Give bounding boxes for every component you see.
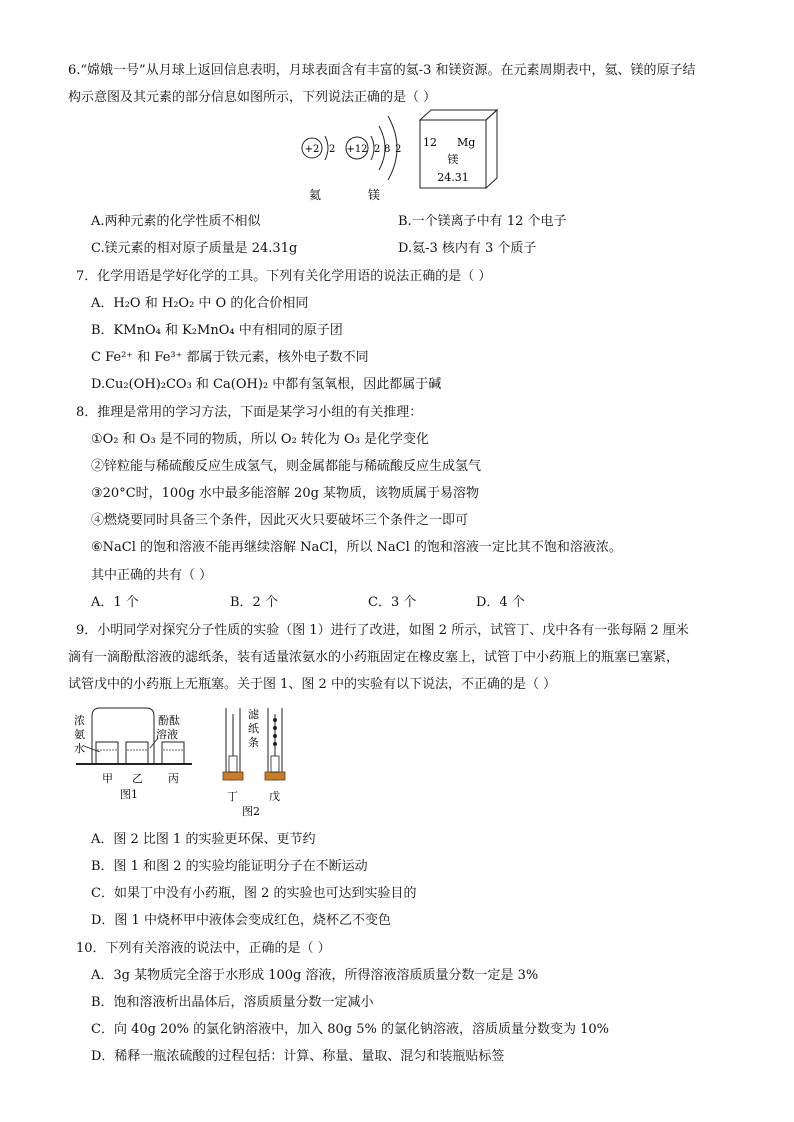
phenol-label-2: 溶液	[156, 728, 178, 741]
cell-mass: 24.31	[437, 171, 469, 184]
mg-shell-2: 8	[384, 144, 391, 155]
q9-apparatus-figure	[70, 702, 310, 820]
q6-option-d: D.氦-3 核内有 3 个质子	[398, 241, 537, 256]
q9-stem-line1: 9．小明同学对探究分子性质的实验（图 1）进行了改进，如图 2 所示，试管丁、戊中各有一张每隔 2 厘米	[76, 623, 689, 638]
phenol-drop-2	[273, 726, 277, 730]
q7-option-d: D.Cu₂(OH)₂CO₃ 和 Ca(OH)₂ 中都有氢氧根，因此都属于碱	[91, 377, 442, 392]
q6-option-a: A.两种元素的化学性质不相似	[91, 214, 261, 229]
tube-wu-vial	[271, 756, 279, 772]
q8-statement-2: ②锌粒能与稀硫酸反应生成氢气，则金属都能与稀硫酸反应生成氢气	[91, 459, 482, 474]
tube-ding-label: 丁	[227, 790, 238, 803]
ammonia-label-3: 水	[74, 742, 85, 755]
mg-label: 镁	[367, 188, 381, 202]
q8-statement-5: ⑥NaCl 的饱和溶液不能再继续溶解 NaCl，所以 NaCl 的饱和溶液一定比其不饱和溶液浓。	[91, 540, 622, 555]
q9-option-a: A．图 2 比图 1 的实验更环保、更节约	[91, 832, 316, 847]
cell-name: 镁	[447, 153, 459, 166]
beaker-bing-label: 丙	[168, 772, 179, 785]
q9-option-d: D．图 1 中烧杯甲中液体会变成红色，烧杯乙不变色	[91, 913, 391, 928]
ammonia-label-1: 浓	[74, 714, 85, 727]
q10-stem: 10．下列有关溶液的说法中，正确的是（ ）	[76, 941, 331, 956]
beaker-jia-label: 甲	[102, 772, 113, 785]
tube-ding-vial	[229, 756, 237, 772]
beaker-yi	[126, 742, 148, 764]
he-label: 氦	[308, 188, 322, 202]
q8-stem: 8．推理是常用的学习方法，下面是某学习小组的有关推理：	[76, 405, 423, 420]
cell-atomic-number: 12	[423, 136, 437, 149]
mg-nucleus-charge: +12	[346, 144, 368, 155]
cell-top-face	[420, 110, 497, 120]
ammonia-label-2: 氨	[74, 728, 85, 741]
paper-label-3: 条	[248, 736, 259, 749]
phenol-drop-3	[273, 734, 277, 738]
he-nucleus-charge: +2	[304, 144, 320, 155]
tube-wu-stopper	[265, 772, 285, 780]
mg-shell-3: 2	[395, 144, 402, 155]
cell-side-face	[486, 110, 497, 188]
beaker-yi-label: 乙	[132, 772, 143, 785]
mg-shell-1: 2	[374, 144, 381, 155]
he-shell-arc	[325, 136, 328, 160]
q8-statement-3: ③20°C时，100g 水中最多能溶解 20g 某物质，该物质属于易溶物	[91, 486, 480, 501]
q8-statement-4: ④燃烧要同时具备三个条件，因此灭火只要破坏三个条件之一即可	[91, 513, 469, 528]
q7-option-a: A．H₂O 和 H₂O₂ 中 O 的化合价相同	[91, 296, 309, 311]
q10-option-a: A．3g 某物质完全溶于水形成 100g 溶液，所得溶液溶质质量分数一定是 3%	[91, 968, 539, 983]
fig2-caption: 图2	[242, 805, 260, 818]
tube-ding-stopper	[223, 772, 243, 780]
phenol-drop-1	[273, 718, 277, 722]
phenol-label-1: 酚酞	[158, 714, 180, 727]
q6-option-b: B.一个镁离子中有 12 个电子	[398, 214, 567, 229]
paper-label-1: 滤	[248, 708, 259, 721]
q10-option-c: C．向 40g 20% 的氯化钠溶液中，加入 80g 5% 的氯化钠溶液，溶质质量分数变为 10%	[91, 1022, 610, 1037]
q7-option-b: B．KMnO₄ 和 K₂MnO₄ 中有相同的原子团	[91, 323, 343, 338]
q9-option-c: C．如果丁中没有小药瓶，图 2 的实验也可达到实验目的	[91, 886, 417, 901]
q6-atom-figure	[295, 106, 505, 206]
q9-stem-line2: 滴有一滴酚酞溶液的滤纸条，装有适量浓氨水的小药瓶固定在橡皮塞上，试管丁中小药瓶上的瓶塞已塞紧，	[68, 650, 680, 665]
beaker-jia	[96, 742, 118, 764]
q9-stem-line3: 试管戊中的小药瓶上无瓶塞。关于图 1、图 2 中的实验有以下说法，不正确的是（ ）	[68, 677, 557, 692]
q8-ask: 其中正确的共有（ ）	[91, 568, 213, 583]
phenol-drop-4	[273, 742, 277, 746]
q8-statement-1: ①O₂ 和 O₃ 是不同的物质，所以 O₂ 转化为 O₃ 是化学变化	[91, 432, 430, 447]
q8-option-d: D．4 个	[476, 595, 525, 610]
cell-symbol: Mg	[457, 136, 476, 149]
he-shell-count: 2	[329, 144, 336, 155]
q7-option-c: C Fe²⁺ 和 Fe³⁺ 都属于铁元素，核外电子数不同	[91, 350, 369, 365]
q7-stem: 7．化学用语是学好化学的工具。下列有关化学用语的说法正确的是（ ）	[76, 269, 492, 284]
q8-option-b: B．2 个	[230, 595, 278, 610]
q6-stem-line1: 6.“嫦娥一号”从月球上返回信息表明，月球表面含有丰富的氦-3 和镁资源。在元素周期表中，氦、镁的原子结	[68, 63, 696, 78]
paper-label-2: 纸	[248, 722, 259, 735]
q8-option-a: A．1 个	[91, 595, 139, 610]
q8-option-c: C．3 个	[368, 595, 417, 610]
tube-wu-label: 戊	[269, 790, 280, 803]
fig1-caption: 图1	[120, 788, 138, 801]
q6-stem-line2: 构示意图及其元素的部分信息如图所示，下列说法正确的是（ ）	[68, 90, 437, 105]
fig1-bell-jar	[92, 708, 154, 764]
q6-option-c: C.镁元素的相对原子质量是 24.31g	[91, 241, 298, 256]
beaker-bing	[162, 742, 184, 764]
q9-option-b: B．图 1 和图 2 的实验均能证明分子在不断运动	[91, 859, 368, 874]
q10-option-b: B．饱和溶液析出晶体后，溶质质量分数一定减小	[91, 995, 374, 1010]
q10-option-d: D．稀释一瓶浓硫酸的过程包括：计算、称量、量取、混匀和装瓶贴标签	[91, 1049, 505, 1064]
